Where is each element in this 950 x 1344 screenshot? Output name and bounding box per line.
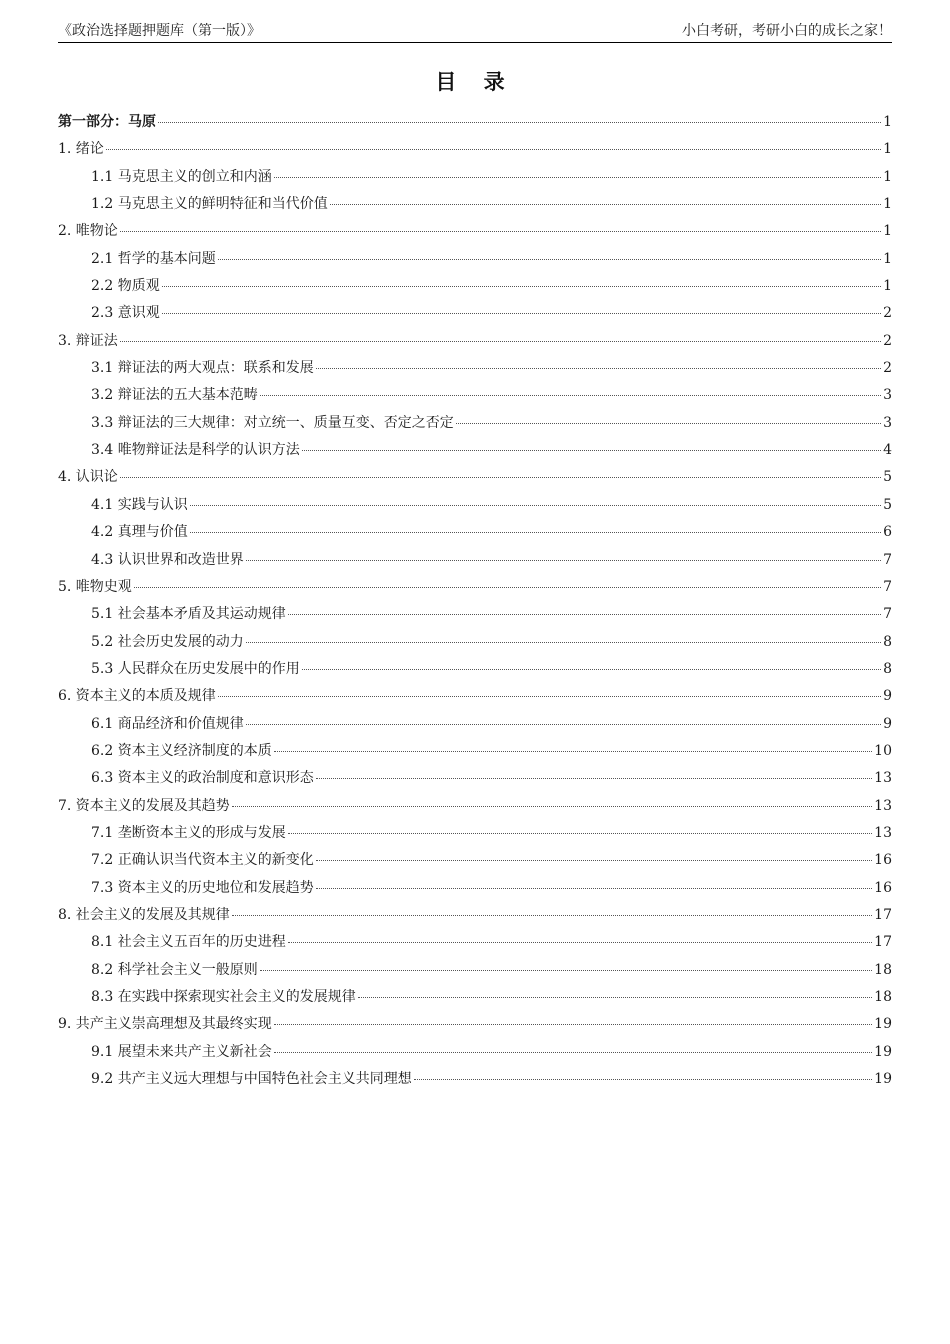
- toc-page-number: 9: [883, 688, 892, 705]
- toc-page-number: 1: [883, 278, 892, 295]
- toc-page-number: 19: [874, 1016, 892, 1033]
- toc-page-number: 19: [874, 1043, 892, 1060]
- toc-dot-leader: [158, 122, 881, 123]
- toc-entry-label: 8.2 科学社会主义一般原则: [91, 961, 258, 978]
- toc-page-number: 8: [883, 633, 892, 650]
- toc-entry-label: 9.2 共产主义远大理想与中国特色社会主义共同理想: [91, 1071, 412, 1088]
- toc-dot-leader: [120, 341, 881, 342]
- toc-entry-label: 6.2 资本主义经济制度的本质: [91, 742, 272, 759]
- toc-chapter-entry[interactable]: [58, 464, 892, 491]
- toc-page-number: 2: [883, 305, 892, 322]
- toc-entry-label: 4.1 实践与认识: [91, 496, 188, 513]
- toc-section-entry[interactable]: [58, 711, 892, 738]
- toc-entry-label: 2.1 哲学的基本问题: [91, 250, 216, 267]
- toc-section-entry[interactable]: [58, 656, 892, 683]
- toc-page-number: 17: [874, 906, 892, 923]
- toc-page-number: 3: [883, 414, 892, 431]
- toc-entry-label: 5.1 社会基本矛盾及其运动规律: [91, 606, 286, 623]
- toc-dot-leader: [274, 1052, 872, 1053]
- toc-chapter-entry[interactable]: [58, 218, 892, 245]
- toc-page-number: 7: [883, 606, 892, 623]
- toc-part-entry[interactable]: [58, 109, 892, 136]
- toc-dot-leader: [190, 505, 881, 506]
- toc-page-number: 13: [874, 824, 892, 841]
- toc-entry-label: 3.2 辩证法的五大基本范畴: [91, 387, 258, 404]
- toc-entry-label: 4.2 真理与价值: [91, 524, 188, 541]
- toc-entry-label: 3.4 唯物辩证法是科学的认识方法: [91, 442, 300, 459]
- header-slogan: 小白考研，考研小白的成长之家！: [682, 23, 892, 39]
- toc-entry-label: 9. 共产主义崇高理想及其最终实现: [58, 1016, 272, 1033]
- toc-page-number: 7: [883, 551, 892, 568]
- toc-section-entry[interactable]: [58, 1066, 892, 1093]
- toc-section-entry[interactable]: [58, 765, 892, 792]
- toc-dot-leader: [246, 724, 881, 725]
- toc-dot-leader: [274, 751, 872, 752]
- toc-page-number: 9: [883, 715, 892, 732]
- toc-page-number: 1: [883, 168, 892, 185]
- toc-section-entry[interactable]: [58, 957, 892, 984]
- toc-dot-leader: [456, 423, 881, 424]
- toc-dot-leader: [316, 860, 872, 861]
- toc-dot-leader: [414, 1079, 872, 1080]
- toc-page-number: 13: [874, 797, 892, 814]
- toc-page-number: 13: [874, 770, 892, 787]
- toc-chapter-entry[interactable]: [58, 902, 892, 929]
- toc-dot-leader: [232, 915, 872, 916]
- toc-section-entry[interactable]: [58, 1039, 892, 1066]
- toc-entry-label: 8.1 社会主义五百年的历史进程: [91, 934, 286, 951]
- toc-dot-leader: [288, 833, 872, 834]
- toc-section-entry[interactable]: [58, 984, 892, 1011]
- toc-entry-label: 2. 唯物论: [58, 223, 118, 240]
- toc-page-number: 1: [883, 141, 892, 158]
- toc-section-entry[interactable]: [58, 629, 892, 656]
- toc-dot-leader: [316, 368, 881, 369]
- toc-entry-label: 6.1 商品经济和价值规律: [91, 715, 244, 732]
- toc-section-entry[interactable]: [58, 519, 892, 546]
- toc-entry-label: 5.3 人民群众在历史发展中的作用: [91, 660, 300, 677]
- toc-section-entry[interactable]: [58, 547, 892, 574]
- toc-page-number: 8: [883, 660, 892, 677]
- toc-entry-label: 7.2 正确认识当代资本主义的新变化: [91, 852, 314, 869]
- toc-entry-label: 2.2 物质观: [91, 278, 160, 295]
- toc-chapter-entry[interactable]: [58, 1011, 892, 1038]
- toc-dot-leader: [190, 532, 881, 533]
- toc-dot-leader: [120, 477, 881, 478]
- toc-entry-label: 7. 资本主义的发展及其趋势: [58, 797, 230, 814]
- toc-entry-label: 8. 社会主义的发展及其规律: [58, 906, 230, 923]
- toc-dot-leader: [302, 669, 881, 670]
- toc-chapter-entry[interactable]: [58, 136, 892, 163]
- toc-entry-label: 8.3 在实践中探索现实社会主义的发展规律: [91, 989, 356, 1005]
- toc-dot-leader: [218, 696, 881, 697]
- toc-dot-leader: [316, 888, 872, 889]
- toc-entry-label: 4. 认识论: [58, 469, 118, 486]
- toc-section-entry[interactable]: [58, 929, 892, 956]
- toc-page-number: 5: [883, 469, 892, 486]
- toc-section-entry[interactable]: [58, 437, 892, 464]
- toc-dot-leader: [260, 395, 881, 396]
- toc-page-number: 1: [883, 114, 892, 130]
- toc-entry-label: 5. 唯物史观: [58, 578, 132, 595]
- toc-section-entry[interactable]: [58, 492, 892, 519]
- toc-page-number: 2: [883, 360, 892, 377]
- toc-dot-leader: [288, 942, 872, 943]
- toc-section-entry[interactable]: [58, 875, 892, 902]
- toc-dot-leader: [162, 313, 881, 314]
- toc-page-number: 1: [883, 196, 892, 213]
- toc-page-number: 10: [874, 742, 892, 759]
- toc-entry-label: 4.3 认识世界和改造世界: [91, 551, 244, 568]
- toc-section-entry[interactable]: [58, 246, 892, 273]
- toc-page-number: 1: [883, 250, 892, 267]
- toc-entry-label: 第一部分：马原: [58, 114, 156, 130]
- toc-page-number: 16: [874, 879, 892, 896]
- toc-page-number: 17: [874, 934, 892, 951]
- toc-page-number: 7: [883, 578, 892, 595]
- toc-entry-label: 1.1 马克思主义的创立和内涵: [91, 168, 272, 185]
- toc-dot-leader: [106, 149, 881, 150]
- toc-entry-label: 1.2 马克思主义的鲜明特征和当代价值: [91, 196, 328, 213]
- toc-dot-leader: [274, 1024, 872, 1025]
- toc-dot-leader: [218, 259, 881, 260]
- toc-entry-label: 6.3 资本主义的政治制度和意识形态: [91, 770, 314, 787]
- table-of-contents: [58, 109, 892, 1093]
- toc-section-entry[interactable]: [58, 191, 892, 218]
- toc-section-entry[interactable]: [58, 273, 892, 300]
- toc-entry-label: 5.2 社会历史发展的动力: [91, 633, 244, 650]
- toc-page-number: 1: [883, 223, 892, 240]
- toc-section-entry[interactable]: [58, 738, 892, 765]
- toc-dot-leader: [274, 177, 881, 178]
- toc-dot-leader: [232, 806, 872, 807]
- toc-section-entry[interactable]: [58, 300, 892, 327]
- toc-page-number: 19: [874, 1071, 892, 1088]
- toc-dot-leader: [120, 231, 881, 232]
- toc-section-entry[interactable]: [58, 820, 892, 847]
- toc-dot-leader: [358, 997, 872, 998]
- toc-dot-leader: [330, 204, 881, 205]
- toc-entry-label: 9.1 展望未来共产主义新社会: [91, 1043, 272, 1060]
- toc-dot-leader: [246, 560, 881, 561]
- toc-chapter-entry[interactable]: [58, 683, 892, 710]
- toc-section-entry[interactable]: [58, 847, 892, 874]
- toc-entry-label: 3.3 辩证法的三大规律：对立统一、质量互变、否定之否定: [91, 414, 454, 431]
- toc-dot-leader: [162, 286, 881, 287]
- toc-page-number: 2: [883, 332, 892, 349]
- header-document-title: 《政治选择题押题库（第一版）》: [58, 23, 261, 39]
- toc-page-number: 18: [874, 961, 892, 978]
- toc-page-number: 5: [883, 496, 892, 513]
- toc-page-number: 18: [874, 989, 892, 1005]
- page-header: [58, 18, 892, 43]
- toc-entry-label: 3.1 辩证法的两大观点：联系和发展: [91, 360, 314, 377]
- toc-section-entry[interactable]: [58, 355, 892, 382]
- toc-page-number: 3: [883, 387, 892, 404]
- toc-entry-label: 7.3 资本主义的历史地位和发展趋势: [91, 879, 314, 896]
- toc-chapter-entry[interactable]: [58, 793, 892, 820]
- toc-section-entry[interactable]: [58, 164, 892, 191]
- toc-dot-leader: [134, 587, 881, 588]
- toc-entry-label: 2.3 意识观: [91, 305, 160, 322]
- toc-entry-label: 1. 绪论: [58, 141, 104, 158]
- toc-page-number: 4: [883, 442, 892, 459]
- toc-dot-leader: [302, 450, 881, 451]
- toc-dot-leader: [316, 778, 872, 779]
- toc-section-entry[interactable]: [58, 410, 892, 437]
- toc-entry-label: 7.1 垄断资本主义的形成与发展: [91, 824, 286, 841]
- toc-section-entry[interactable]: [58, 382, 892, 409]
- toc-dot-leader: [288, 614, 881, 615]
- toc-page-number: 6: [883, 524, 892, 541]
- toc-entry-label: 6. 资本主义的本质及规律: [58, 688, 216, 705]
- toc-title: 目 录: [435, 70, 515, 94]
- toc-dot-leader: [260, 970, 872, 971]
- toc-chapter-entry[interactable]: [58, 574, 892, 601]
- toc-section-entry[interactable]: [58, 601, 892, 628]
- toc-chapter-entry[interactable]: [58, 328, 892, 355]
- toc-dot-leader: [246, 642, 881, 643]
- toc-page-number: 16: [874, 852, 892, 869]
- toc-entry-label: 3. 辩证法: [58, 332, 118, 349]
